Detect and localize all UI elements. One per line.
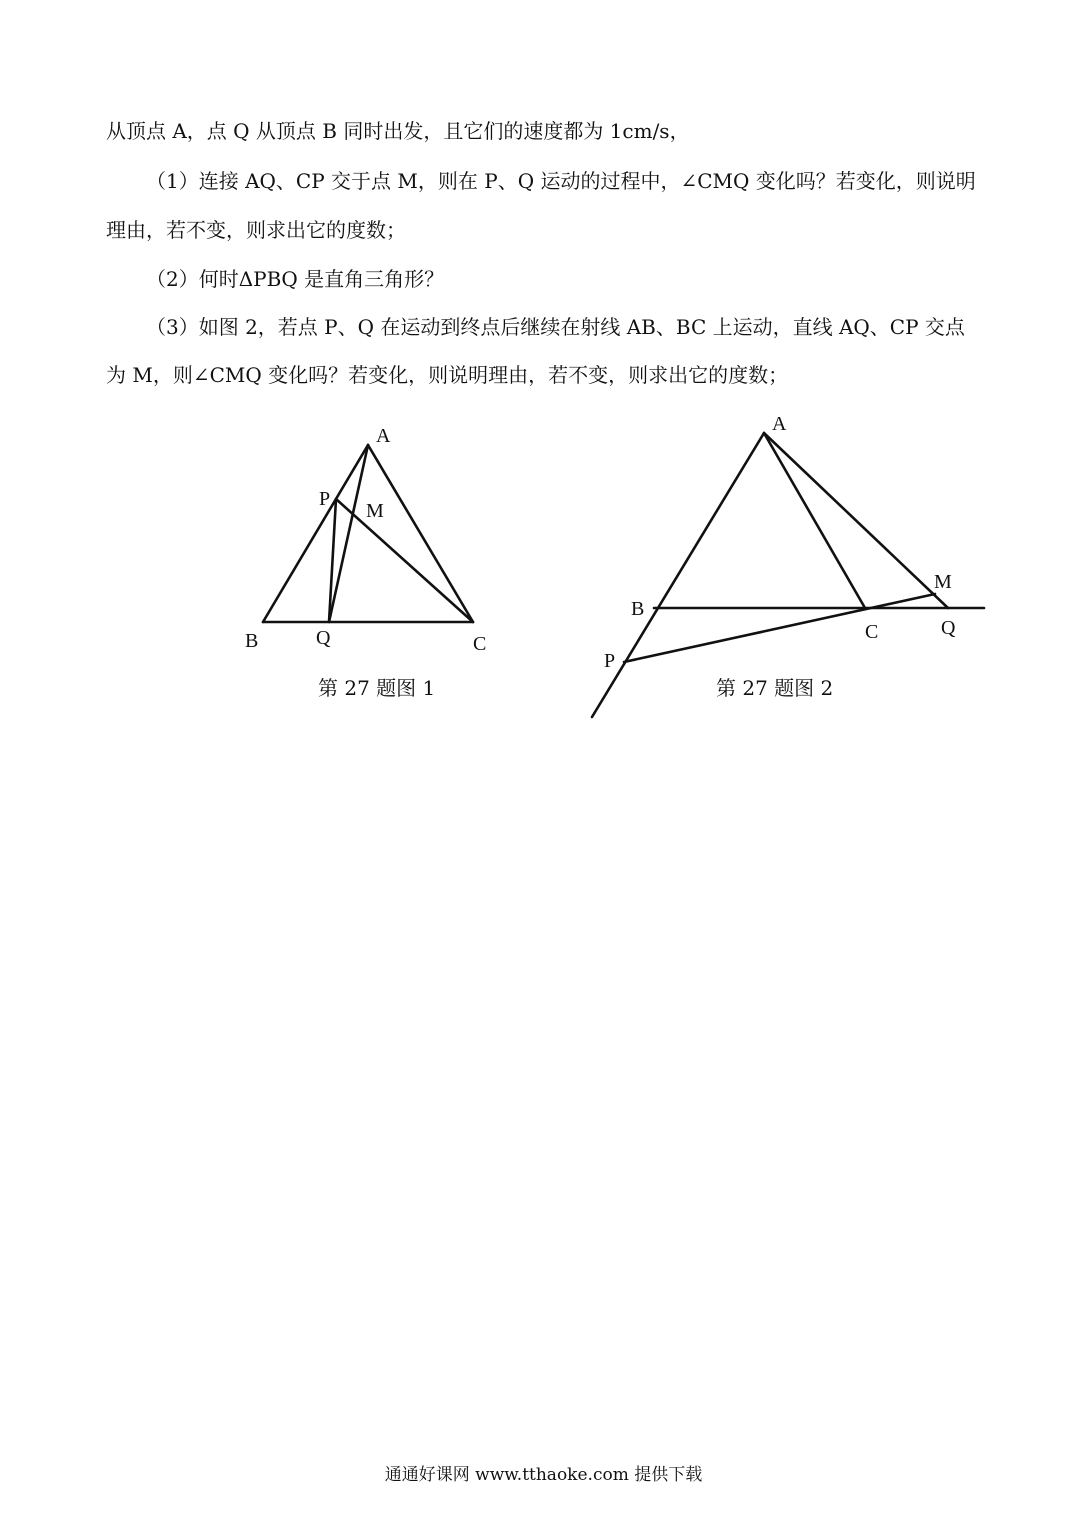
label-Q: Q — [941, 617, 956, 639]
label-A: A — [772, 413, 787, 435]
segment-CP — [336, 499, 473, 622]
segment-AC — [368, 445, 473, 622]
label-B: B — [245, 630, 259, 652]
question-3-line-2: 为 M，则∠CMQ 变化吗？若变化，则说明理由，若不变，则求出它的度数； — [106, 363, 789, 387]
label-Q: Q — [316, 627, 331, 649]
segment-AC — [764, 433, 865, 608]
label-B: B — [631, 598, 645, 620]
page-footer: 通通好课网 www.tthaoke.com 提供下载 — [384, 1465, 703, 1485]
label-P: P — [604, 650, 616, 672]
label-M: M — [366, 500, 384, 522]
question-3-line-1: （3）如图 2，若点 P、Q 在运动到终点后继续在射线 AB、BC 上运动，直线 AQ、CP 交点 — [146, 315, 965, 339]
figure-1-caption: 第 27 题图 1 — [318, 676, 436, 700]
segment-AB — [263, 445, 368, 622]
segment-PM — [624, 594, 935, 662]
question-2: （2）何时ΔPBQ 是直角三角形？ — [146, 267, 445, 291]
question-1-line-1: （1）连接 AQ、CP 交于点 M，则在 P、Q 运动的过程中，∠CMQ 变化吗？若变化，则说明 — [146, 169, 976, 193]
label-P: P — [319, 488, 331, 510]
problem-intro: 从顶点 A，点 Q 从顶点 B 同时出发，且它们的速度都为 1cm/s， — [106, 119, 690, 143]
figure-1-diagram — [230, 410, 520, 660]
figure-2-caption: 第 27 题图 2 — [716, 676, 834, 700]
segment-AQ — [764, 433, 948, 608]
question-1-line-2: 理由，若不变，则求出它的度数； — [106, 218, 406, 242]
label-A: A — [376, 425, 391, 447]
label-C: C — [473, 633, 487, 655]
label-M: M — [934, 571, 952, 593]
label-C: C — [865, 621, 879, 643]
